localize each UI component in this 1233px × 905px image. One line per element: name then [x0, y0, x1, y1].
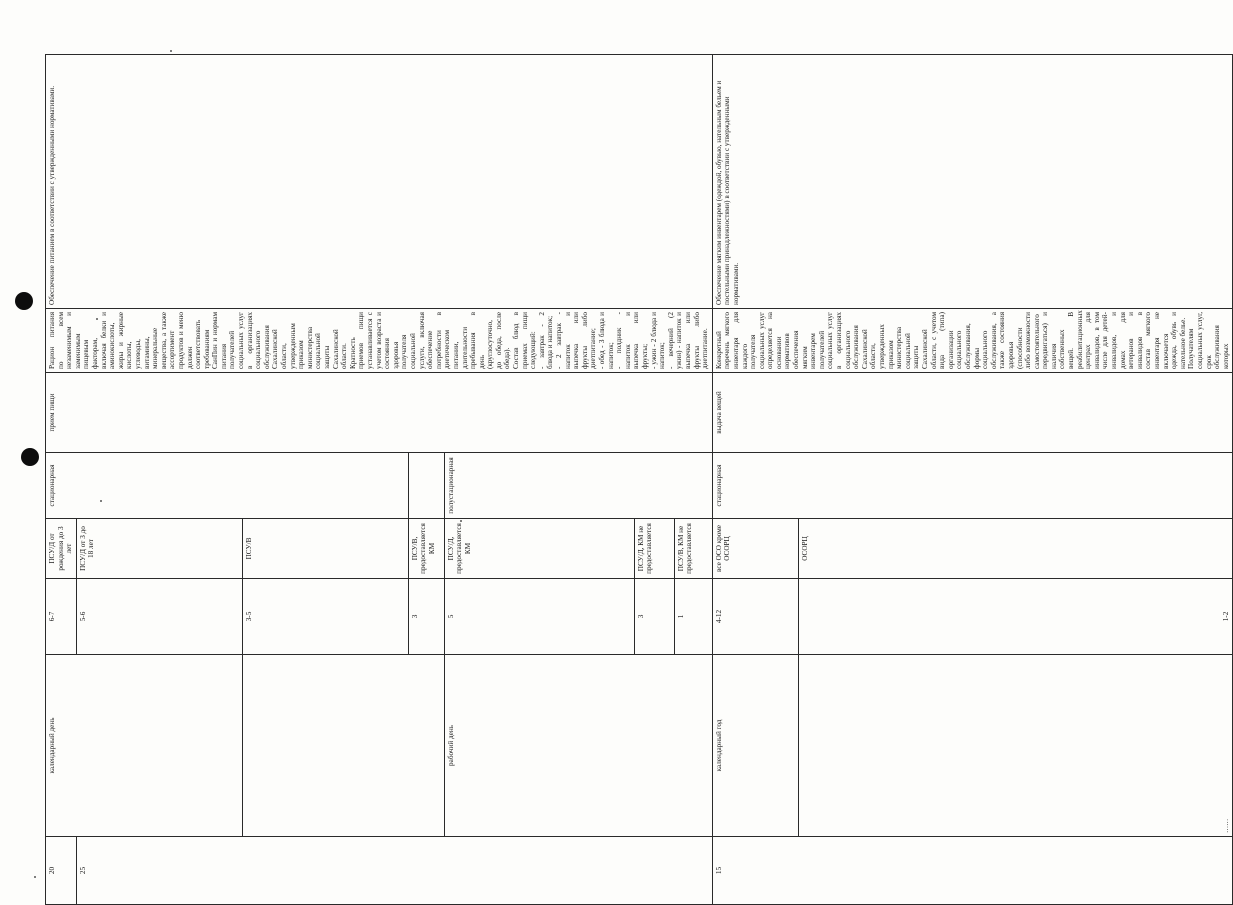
description-line: Конкретный перечень мягкого инвентаря для каждого получателя социальных услуг определяется на основании нормативов обеспечения мягким инвентарем получателей социальных услуг в организациях социального обслуживания Сахалинской области, утвержденных приказом министерства социальной защиты Сахалинской области, с учетом вида (типа) организации социального обслуживания, формы социального обслуживания, а также состояния здоровья (способности либо возможности самостоятельного передвигаться) и наличия собственных вещей. В реабилитационных центрах для инвалидов, в том числе для детей-инвалидов, и домах для ветеранов и инвалидов в состав мягкого инвентаря не включается одежда, обувь и нательное белье. — [714, 310, 1187, 369]
unit-cell: выдача вещей — [712, 373, 1233, 453]
services-table — [45, 54, 1233, 905]
service-name: Обеспечение мягким инвентарем (одеждой, обувью, нательным бельем и постельными принадлежностями) в соответствии с утвержденными нормативами. — [714, 80, 740, 305]
service-form-cell — [408, 453, 444, 519]
description-line: - вечерний (2 ужин) - напиток и выпечка или фрукты либо диетпитание. — [666, 312, 710, 369]
service-form-cell: стационарная — [712, 453, 1233, 519]
recipient-category-cell: ОСОРЦ — [798, 519, 1233, 579]
recipient-category-cell: ПСУ/Д, КМ не предоставляется — [634, 519, 674, 579]
description-line: - 2 завтрак - напиток и выпечка или фрукты либо диетпитание; — [555, 312, 598, 369]
period-cell — [242, 655, 444, 837]
count-cell: 1 — [674, 579, 712, 655]
period-cell: рабочий день — [444, 655, 712, 837]
count-cell: 4-12 — [712, 579, 798, 655]
unit-cell: прием пищи — [46, 373, 713, 453]
count-cell: 3 — [634, 579, 674, 655]
service-name-cell — [712, 55, 1233, 309]
table-row — [712, 55, 798, 905]
count-cell: 6-7 — [46, 579, 77, 655]
service-description-cell — [712, 309, 1233, 373]
recipient-category-cell: ПСУ/Д от 3 до 18 лет — [76, 519, 242, 579]
table-row — [46, 55, 77, 905]
count-cell: 5-6 — [76, 579, 242, 655]
service-name-cell — [46, 55, 713, 309]
recipient-category-cell: все ОСО кроме ОСОРЦ — [712, 519, 798, 579]
service-description-cell — [46, 309, 713, 373]
rotated-document-page — [45, 55, 1230, 905]
recipient-category-cell: ПСУ/Д от рождения до 3 лет — [46, 519, 77, 579]
period-cell: календарный день — [46, 655, 243, 837]
punch-hole-mark — [21, 448, 39, 466]
scan-speck — [34, 876, 36, 878]
count-cell: 3 — [408, 579, 444, 655]
percent-cell: 25 — [76, 837, 712, 905]
count-cell: 5 — [444, 579, 634, 655]
recipient-category-cell: ПСУ/В — [242, 519, 408, 579]
recipient-category-cell: ПСУ/Д, предоставляется КМ — [444, 519, 634, 579]
recipient-category-cell: ПСУ/В, предоставляется КМ — [408, 519, 444, 579]
recipient-category-cell: ПСУ/В, КМ не предоставляется — [674, 519, 712, 579]
count-cell: 1-2 — [798, 579, 1233, 655]
percent-cell: 15 — [712, 837, 1233, 905]
description-line: Состав блюд в приемах пищи следующий: — [512, 312, 538, 369]
description-line: - завтрак - 2 блюда и напиток; — [537, 312, 555, 369]
period-cell: календарный год — [712, 655, 798, 837]
description-line: - обед - 3 блюда и напиток; — [598, 312, 615, 369]
service-name: Обеспечение питанием в соответствии с утвержденными нормативами. — [48, 85, 56, 305]
description-line: - ужин - 2 блюда и напиток; — [649, 312, 667, 369]
description-line: Получателям социальных услуг, срок обслуживания которых — [1187, 312, 1230, 369]
description-line: - полдник - напиток и выпечка или фрукты; — [615, 312, 649, 369]
period-cell: …… — [798, 655, 1233, 837]
service-form-cell: стационарная — [46, 453, 409, 519]
scan-speck — [170, 50, 172, 52]
punch-hole-mark — [15, 292, 33, 310]
count-cell: 3-5 — [242, 579, 408, 655]
description-line: Рацион питания по всем незаменимым и заменимым пищевым факторам, включая белки и аминокислоты, жиры и жирные кислоты, углеводы, витамины, минеральные вещества, а также ассортимент продуктов и меню должен соответствовать требованиям СанПин и нормам питания получателей социальных услуг в организациях социального обслуживания Сахалинской области, утвержденным приказом министерства социальной защиты Сахалинской области. Кратность приемов пищи устанавливается с учетом возраста и состояния здоровья получателя социальной услуги, включая обеспечение потребности в диетическом питании, длительности пребывания в день (круглосуточно, до обеда, после обеда). — [48, 312, 512, 369]
percent-cell: 20 — [46, 837, 77, 905]
service-form-cell: полустационарная — [444, 453, 712, 519]
